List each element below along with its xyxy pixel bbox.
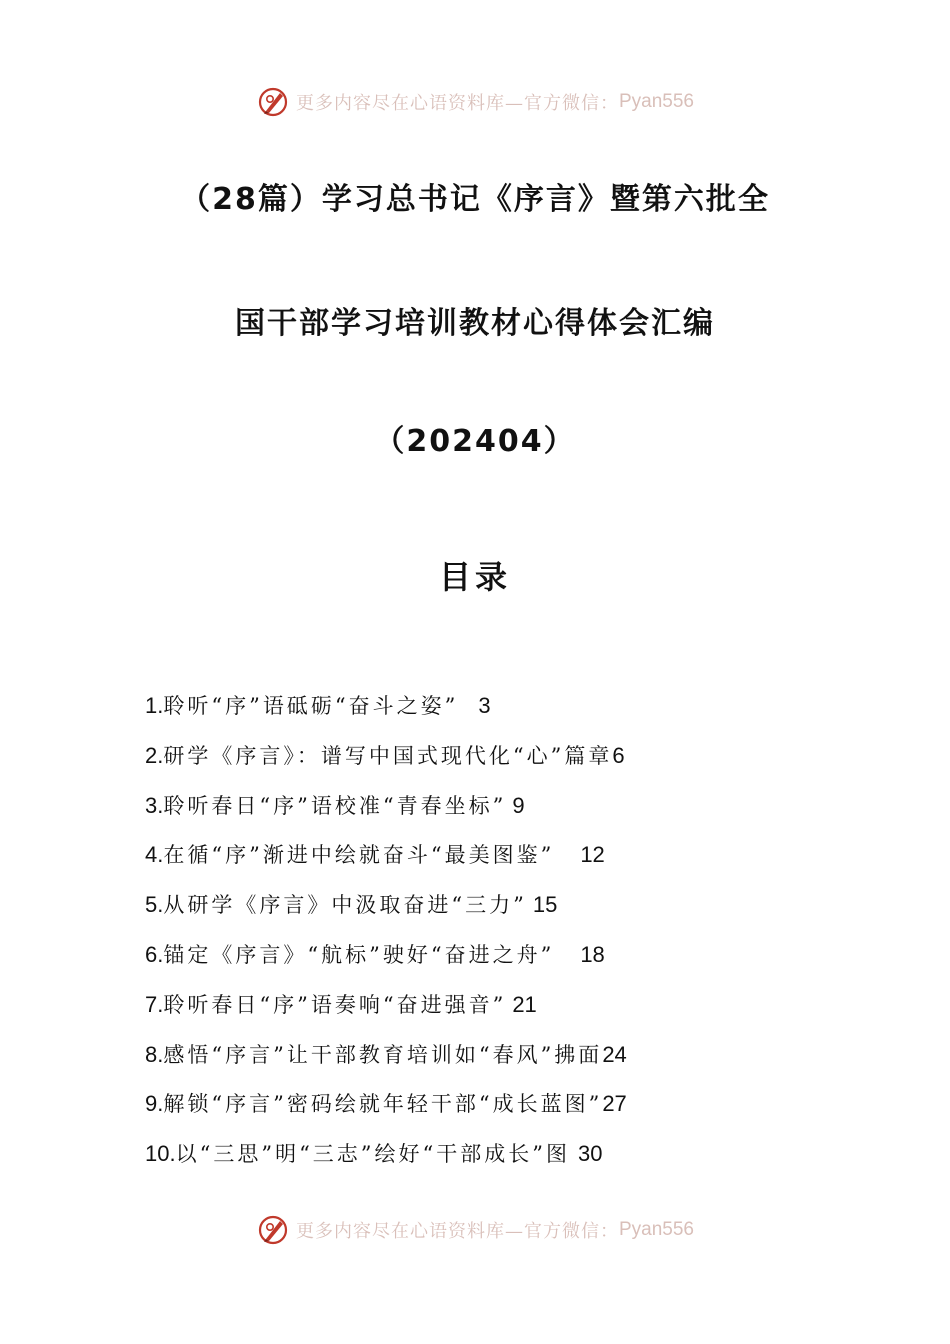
toc-heading: 目录 xyxy=(438,558,511,596)
toc-item-number: 9. xyxy=(145,1091,164,1117)
toc-item-number: 6. xyxy=(145,941,164,967)
toc-item-page: 3 xyxy=(478,693,491,718)
toc-item-page: 9 xyxy=(512,792,525,818)
toc-item-title: 聆听“序”语砥砺“奋斗之姿” xyxy=(163,694,459,718)
toc-item-page: 27 xyxy=(602,1091,627,1117)
toc-item-page: 24 xyxy=(602,1041,627,1067)
toc-item[interactable] xyxy=(145,889,845,939)
toc-item-number: 3. xyxy=(145,792,164,818)
toc-item-title: 解锁“序言”密码绘就年轻干部“成长蓝图” xyxy=(163,1092,603,1117)
document-title-line-2: 国干部学习培训教材心得体会汇编 xyxy=(235,306,715,341)
toc-item-page: 15 xyxy=(532,892,558,918)
toc-item-page: 18 xyxy=(580,941,605,967)
watermark-text: 更多内容尽在心语资料库—官方微信： xyxy=(295,93,619,114)
toc-item-title: 锚定《序言》“航标”驶好“奋进之舟” xyxy=(163,942,555,967)
toc-item[interactable] xyxy=(145,790,845,840)
toc-item-title: 聆听春日“序”语校准“青春坐标” xyxy=(163,793,507,818)
toc-item-number: 2. xyxy=(145,742,164,768)
document-date: （202404） xyxy=(374,424,576,459)
toc-item-number: 7. xyxy=(145,991,164,1017)
toc-item-title: 感悟“序言”让干部教育培训如“春风”拂面 xyxy=(163,1042,603,1067)
toc-item[interactable] xyxy=(145,1138,845,1188)
toc-item-page: 30 xyxy=(578,1141,603,1167)
toc-item-title: 研学《序言》：谱写中国式现代化“心”篇章 xyxy=(163,743,613,768)
watermark-text: 更多内容尽在心语资料库—官方微信： xyxy=(295,1221,619,1242)
toc-item-page: 6 xyxy=(612,742,625,768)
toc-item[interactable] xyxy=(145,1088,845,1138)
pen-logo-icon xyxy=(256,1212,292,1248)
toc-item-number: 4. xyxy=(145,842,164,868)
toc-item-number: 1. xyxy=(145,693,164,718)
toc-item-title: 以“三思”明“三志”绘好“干部成长”图 xyxy=(175,1142,571,1167)
toc-item-title: 从研学《序言》中汲取奋进“三力” xyxy=(163,893,527,918)
toc-item[interactable] xyxy=(145,690,845,740)
toc-item[interactable] xyxy=(145,839,845,889)
toc-item[interactable] xyxy=(145,989,845,1039)
toc-item-number: 5. xyxy=(145,892,164,918)
toc-item[interactable] xyxy=(145,939,845,989)
toc-item-page: 21 xyxy=(512,991,537,1017)
toc-item-number: 8. xyxy=(145,1041,164,1067)
toc-list xyxy=(145,690,845,1188)
toc-item-title: 聆听春日“序”语奏响“奋进强音” xyxy=(163,992,507,1017)
pen-logo-icon xyxy=(256,84,292,120)
toc-item-title: 在循“序”渐进中绘就奋斗“最美图鉴” xyxy=(163,843,555,868)
footer-watermark xyxy=(0,1208,950,1252)
document-title-line-1: （28篇）学习总书记《序言》暨第六批全 xyxy=(180,182,770,217)
toc-item[interactable] xyxy=(145,740,845,790)
toc-item-number: 10. xyxy=(145,1141,176,1167)
header-watermark xyxy=(0,80,950,124)
wechat-id: Pyan556 xyxy=(618,1219,694,1240)
wechat-id: Pyan556 xyxy=(618,91,694,112)
toc-item-page: 12 xyxy=(580,842,605,868)
toc-item[interactable] xyxy=(145,1039,845,1089)
